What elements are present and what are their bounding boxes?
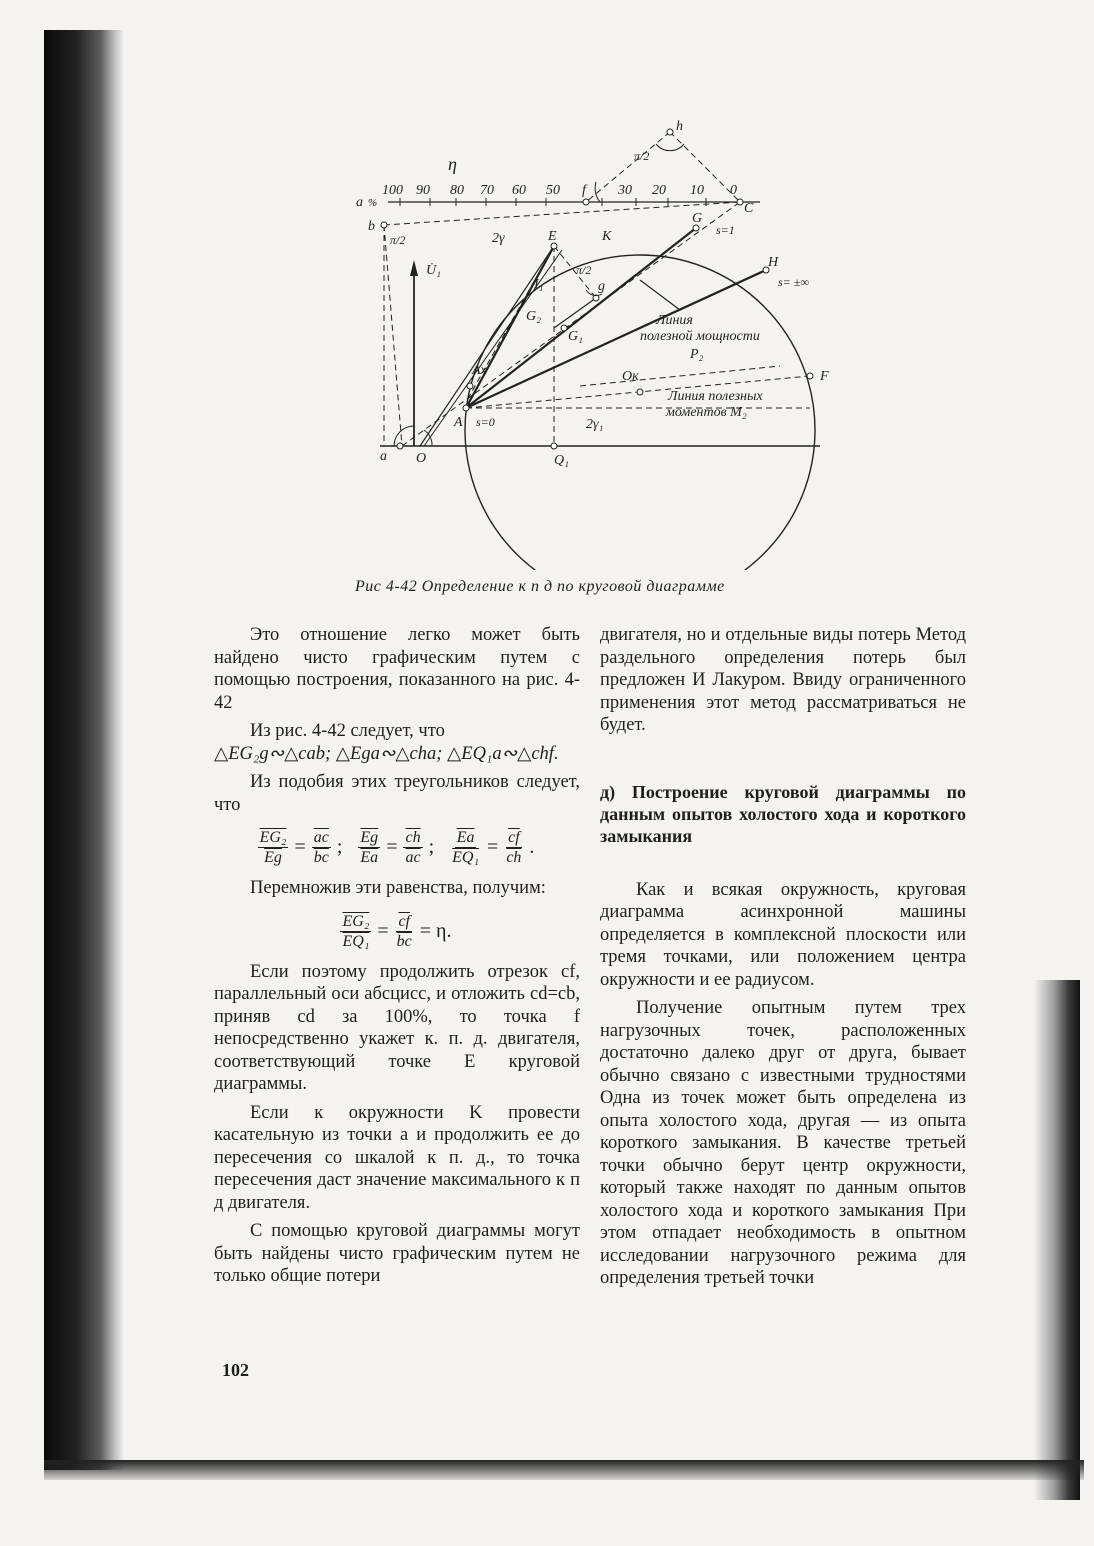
point-o: O [416, 451, 427, 466]
equation-rhs: = η. [419, 919, 452, 942]
angle-2gamma1: 2γ₁ [586, 417, 604, 432]
point-q1: Q₁ [554, 453, 569, 468]
frac-den: Ea [360, 849, 379, 866]
frac-den: bc [313, 849, 329, 866]
paragraph: Если поэтому продолжить отрезок cf, параллельный оси абсцисс, и отложить cd=cb, приняв cd за 100%, то точка f непосредственно укажет к. п. д. двигателя, соответствующий точке E круговой диаграммы. [214, 961, 580, 1094]
frac-den: ac [405, 849, 421, 866]
point-g1: G₁ [568, 329, 583, 344]
angle-pi2-top: π/2 [634, 149, 650, 163]
page-bottom-shadow [44, 1460, 1084, 1480]
point-h-big: H [768, 255, 779, 270]
tick-90: 90 [416, 183, 430, 198]
frac-den: bc [396, 932, 412, 950]
current-label: I₁ [534, 277, 544, 292]
efficiency-equation: $\frac{\text{EG₂}}{\text{EQ₁}}$ = $\frac{\overline{cf}}{bc}$ = η. [342, 912, 452, 950]
point-b: b [368, 219, 375, 234]
point-f: f [582, 183, 586, 198]
paragraph: Это отношение легко может быть найдено чисто графическим путем с помощью построения, показанного на рис. 4-42 [214, 625, 580, 713]
frac-den: ch [506, 849, 522, 866]
point-a-top: a [356, 195, 363, 210]
tick-10: 10 [690, 183, 704, 198]
point-k: K [602, 229, 612, 244]
tick-100: 100 [382, 183, 403, 198]
frac-den: EQ₁ [342, 932, 370, 950]
power-line-3: P₂ [690, 347, 704, 362]
point-c: C [744, 201, 754, 216]
left-column [214, 624, 580, 1288]
similarity-relations: △EG₂g∾△cab; △Ega∾△cha; △EQ₁a∾△chf. [214, 743, 559, 764]
eta-label: η [448, 154, 457, 174]
slip-0: s=0 [476, 415, 495, 429]
point-a: A [454, 415, 463, 430]
page-edge-shadow [1034, 980, 1080, 1500]
slip-inf: s= ±∞ [778, 275, 809, 289]
point-ax: Ax [472, 363, 487, 378]
moment-line-1: Линия полезных [668, 389, 763, 404]
point-f-big: F [820, 369, 829, 384]
point-g-small: g [598, 279, 605, 294]
point-ok: Oк [622, 369, 639, 384]
book-spine-shadow [44, 30, 124, 1470]
power-line-2: полезной мощности [640, 329, 760, 344]
paragraph: Из подобия этих треугольников следует, что [214, 772, 580, 815]
paragraph: двигателя, но и отдельные виды потерь Метод раздельного определения потерь был предложен И Лакуром. Ввиду ограниченного применения этот метод рассматриваться не будет. [600, 625, 966, 735]
frac-num: $\overline{Ea}$ [456, 829, 475, 846]
frac-num: EG₂ [342, 912, 370, 930]
slip-1: s=1 [716, 223, 735, 237]
frac-num: EG₂ [259, 829, 287, 846]
section-heading: д) Построение круговой диаграммы по данным опытов холостого хода и короткого замыкания [600, 781, 966, 846]
page-number: 102 [222, 1360, 249, 1380]
point-a-bottom: a [380, 449, 387, 464]
tick-80: 80 [450, 183, 464, 198]
circle-diagram-figure [340, 110, 840, 570]
figure-caption: Рис 4-42 Определение к п д по круговой диаграмме [355, 578, 725, 595]
circle-k [465, 255, 815, 570]
tick-60: 60 [512, 183, 526, 198]
point-h: h [676, 119, 683, 134]
paragraph: Получение опытным путем трех нагрузочных точек, расположенных достаточно далеко друг от друга, бывает обычно связано с известными трудностями Одна из точек может быть определена из опыта холостого хода, другая — из опыта короткого замыкания. В качестве третьей точки обычно берут центр окружности, который также находят по данным опытов холостого хода и короткого замыкания При этом отпадает необходимость в опытном исследовании нагрузочного режима для определения третьей точки [600, 998, 966, 1288]
paragraph: Как и всякая окружность, круговая диаграмма асинхронной машины определяется в комплексной плоскости или тремя точками, или положением центра окружности и ее радиусом. [600, 879, 966, 990]
angle-pi2-mid: π/2 [576, 263, 592, 277]
tick-0: 0 [730, 183, 737, 198]
moment-line-2: моментов M₂ [666, 405, 747, 420]
paragraph: Из рис. 4-42 следует, что [250, 721, 445, 741]
scale-unit: % [368, 197, 378, 209]
tick-20: 20 [652, 183, 666, 198]
ratio-equations: $\frac{\text{EG₂}}{Eg}$ = $\frac{\overline{ac}}{bc}$ ; $\frac{\overline{Eg}}{Ea}$ = $\frac{\overline{ch}}{ac}$ ; $\frac{\overline{Ea}}{\text{EQ₁}}$ = $\frac{\overline{cf}}{ch}$ . [259, 829, 535, 866]
frac-num: $\overline{ch}$ [405, 829, 421, 846]
point-g2: G₂ [526, 309, 541, 324]
right-column [600, 624, 966, 1290]
paragraph: Перемножив эти равенства, получим: [250, 878, 546, 898]
tick-30: 30 [618, 183, 632, 198]
tick-50: 50 [546, 183, 560, 198]
tick-70: 70 [480, 183, 494, 198]
frac-num: $\overline{cf}$ [398, 912, 410, 930]
angle-2gamma: 2γ [492, 231, 505, 246]
angle-pi2-left: π/2 [390, 233, 406, 247]
paragraph: Если к окружности K провести касательную из точки a и продолжить ее до пересечения со шкалой к п. д., то точка пересечения даст значение максимального к п д двигателя. [214, 1102, 580, 1213]
angle-arcs [394, 144, 684, 446]
frac-den: Eg [264, 849, 282, 866]
frac-num: $\overline{ac}$ [313, 829, 329, 846]
power-line-1: Линия [656, 313, 693, 328]
voltage-arrow [410, 260, 418, 276]
voltage-label: U̇₁ [426, 263, 441, 278]
paragraph: С помощью круговой диаграммы могут быть найдены чисто графическим путем не только общие потери [214, 1221, 580, 1286]
frac-num: $\overline{cf}$ [508, 829, 520, 846]
point-g-big: G [692, 211, 703, 226]
frac-num: $\overline{Eg}$ [360, 829, 379, 846]
point-e: E [548, 229, 557, 244]
frac-den: EQ₁ [452, 849, 480, 866]
